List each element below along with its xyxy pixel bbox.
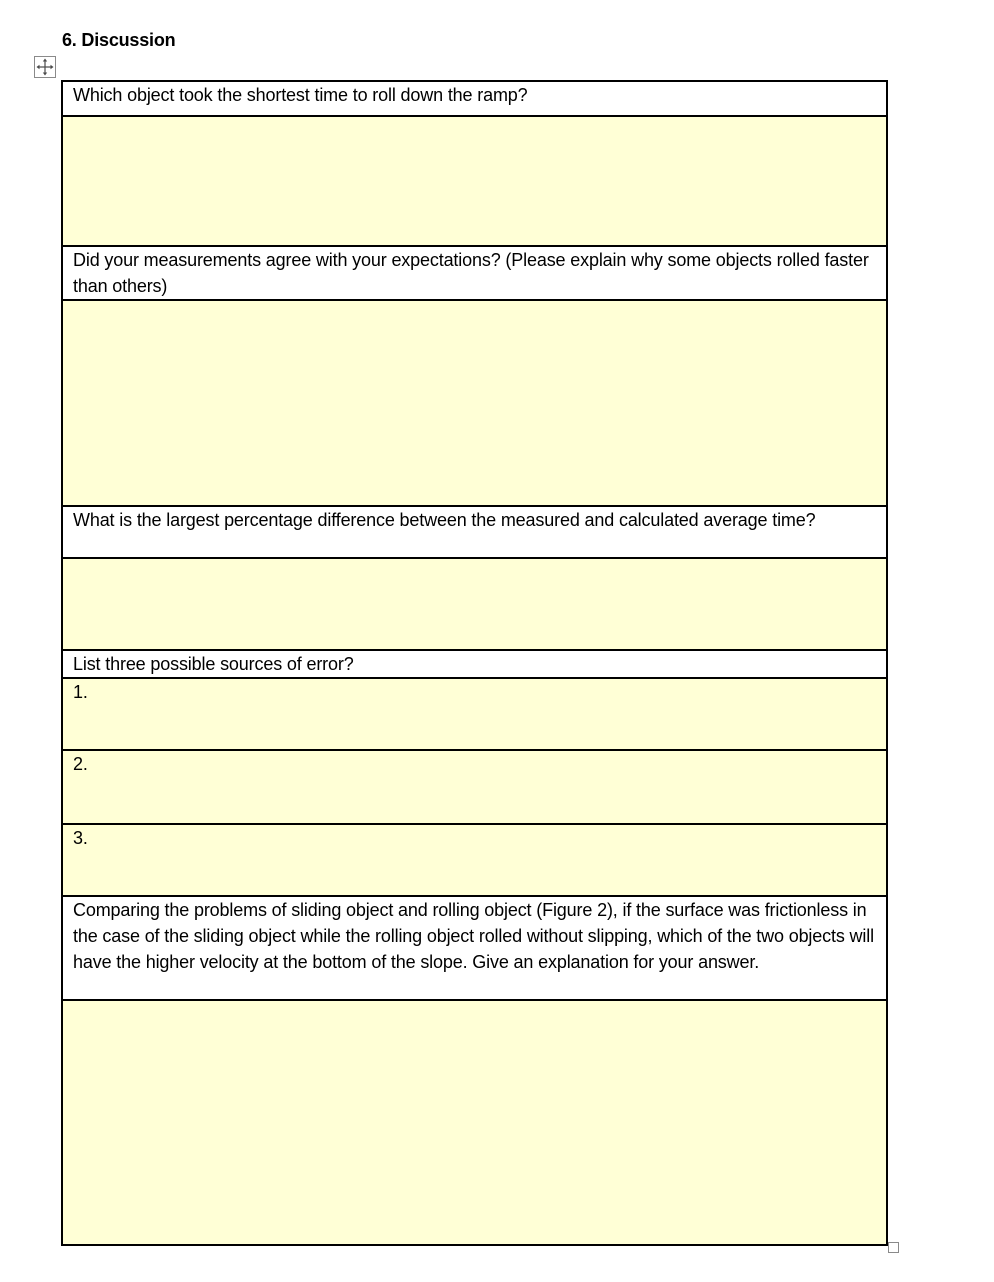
section-title: 6. Discussion [62,30,176,50]
error-item-row [62,750,887,824]
question-sources-of-error: List three possible sources of error? [62,650,887,678]
error-item-1[interactable]: 1. [62,678,887,750]
error-item-row [62,678,887,750]
answer-field-expectations[interactable] [62,300,887,506]
error-item-row [62,824,887,896]
question-sliding-vs-rolling: Comparing the problems of sliding object and rolling object (Figure 2), if the surface was frictionless in the case of the sliding object while the rolling object rolled without slipping, which of the two objects will have the higher velocity at the bottom of the slope. Give an explanation for your answer. [62,896,887,1000]
table-resize-handle-icon[interactable] [888,1242,899,1253]
question-row [62,650,887,678]
answer-row [62,1000,887,1245]
discussion-table [61,80,888,1246]
table-move-handle-icon[interactable] [34,56,56,78]
question-shortest-time: Which object took the shortest time to roll down the ramp? [62,81,887,116]
error-item-3[interactable]: 3. [62,824,887,896]
error-item-2[interactable]: 2. [62,750,887,824]
question-percentage-difference: What is the largest percentage difference between the measured and calculated average time? [62,506,887,558]
question-row [62,896,887,1000]
answer-row [62,558,887,650]
answer-field-shortest-time[interactable] [62,116,887,246]
question-row [62,81,887,116]
question-expectations: Did your measurements agree with your expectations? (Please explain why some objects rolled faster than others) [62,246,887,300]
answer-field-sliding-vs-rolling[interactable] [62,1000,887,1245]
answer-field-percentage-difference[interactable] [62,558,887,650]
answer-row [62,116,887,246]
answer-row [62,300,887,506]
question-row [62,506,887,558]
question-row [62,246,887,300]
